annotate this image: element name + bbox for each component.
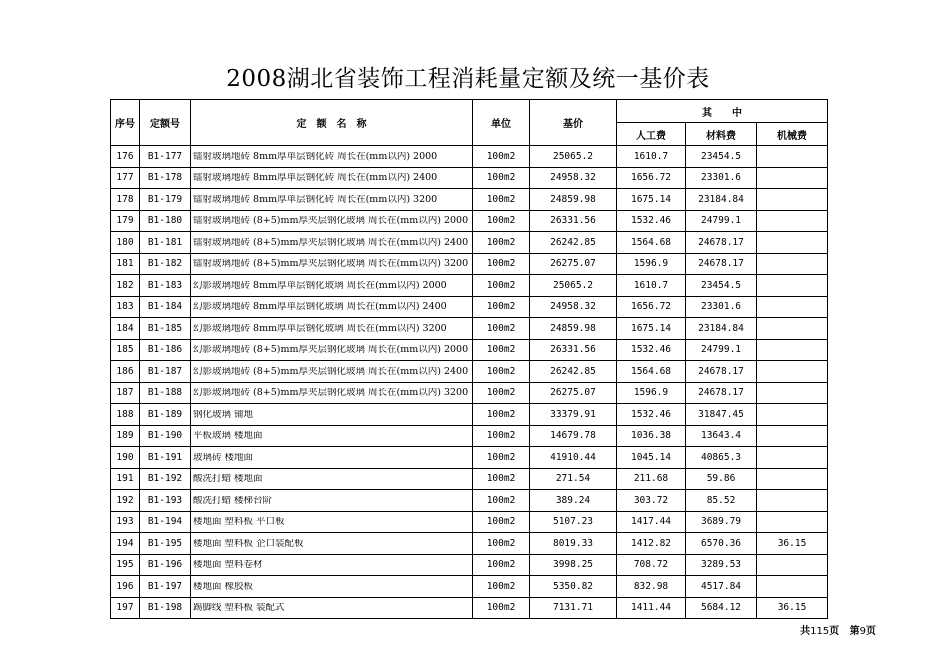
cell-base: 25065.2 — [530, 146, 617, 168]
table-row — [111, 232, 828, 254]
cell-code: B1-195 — [140, 533, 191, 555]
cell-code: B1-177 — [140, 146, 191, 168]
cell-machine — [757, 490, 828, 512]
cell-unit: 100m2 — [473, 296, 530, 318]
cell-unit: 100m2 — [473, 597, 530, 619]
cell-seq: 183 — [111, 296, 140, 318]
cell-material: 31847.45 — [686, 404, 757, 426]
cell-labor: 1596.9 — [617, 253, 686, 275]
cell-machine — [757, 361, 828, 383]
cell-seq: 180 — [111, 232, 140, 254]
cell-name — [191, 576, 473, 598]
cell-name-text: 楼地面 塑料板 平口板 — [193, 517, 285, 527]
cell-name-text: 幻影玻璃地砖 8mm厚单层钢化玻璃 周长在(mm以内) 2400 — [193, 302, 447, 312]
cell-base: 26275.07 — [530, 382, 617, 404]
cell-material: 6570.36 — [686, 533, 757, 555]
cell-unit: 100m2 — [473, 189, 530, 211]
table-row — [111, 361, 828, 383]
cell-seq: 197 — [111, 597, 140, 619]
cell-labor: 1656.72 — [617, 167, 686, 189]
cell-labor: 1564.68 — [617, 232, 686, 254]
table-row — [111, 275, 828, 297]
cell-material: 24678.17 — [686, 361, 757, 383]
table-row — [111, 167, 828, 189]
cell-material: 3689.79 — [686, 511, 757, 533]
cell-name-text: 镭射玻璃地砖 (8+5)mm厚夹层钢化玻璃 周长在(mm以内) 2000 — [193, 216, 469, 226]
cell-machine — [757, 189, 828, 211]
cell-seq: 182 — [111, 275, 140, 297]
cell-name-text: 玻璃砖 楼地面 — [193, 452, 254, 462]
table-row — [111, 210, 828, 232]
cell-name-text: 幻影玻璃地砖 (8+5)mm厚夹层钢化玻璃 周长在(mm以内) 2400 — [193, 366, 469, 376]
cell-seq: 190 — [111, 447, 140, 469]
cell-machine — [757, 447, 828, 469]
cell-material: 59.86 — [686, 468, 757, 490]
cell-base: 24859.98 — [530, 318, 617, 340]
cell-machine — [757, 232, 828, 254]
cell-base: 26242.85 — [530, 361, 617, 383]
cell-name-text: 镭射玻璃地砖 8mm厚单层钢化砖 周长在(mm以内) 2000 — [193, 151, 438, 161]
cell-base: 26242.85 — [530, 232, 617, 254]
cell-name — [191, 210, 473, 232]
cell-seq: 179 — [111, 210, 140, 232]
cell-base: 26331.56 — [530, 339, 617, 361]
cell-seq: 188 — [111, 404, 140, 426]
cell-material: 23184.84 — [686, 318, 757, 340]
cell-material: 40865.3 — [686, 447, 757, 469]
cell-labor: 1412.82 — [617, 533, 686, 555]
cell-machine — [757, 253, 828, 275]
cell-seq: 196 — [111, 576, 140, 598]
cell-material: 23454.5 — [686, 275, 757, 297]
header-seq: 序号 — [111, 100, 140, 146]
cell-seq: 195 — [111, 554, 140, 576]
cell-labor: 303.72 — [617, 490, 686, 512]
cell-base: 271.54 — [530, 468, 617, 490]
cell-material: 5684.12 — [686, 597, 757, 619]
cell-name-text: 幻影玻璃地砖 (8+5)mm厚夹层钢化玻璃 周长在(mm以内) 3200 — [193, 388, 469, 398]
table-row — [111, 533, 828, 555]
cell-unit: 100m2 — [473, 447, 530, 469]
cell-code: B1-182 — [140, 253, 191, 275]
cell-unit: 100m2 — [473, 275, 530, 297]
cell-code: B1-196 — [140, 554, 191, 576]
cell-name-text: 镭射玻璃地砖 (8+5)mm厚夹层钢化玻璃 周长在(mm以内) 3200 — [193, 259, 469, 269]
cell-material: 23454.5 — [686, 146, 757, 168]
cell-machine — [757, 146, 828, 168]
cell-material: 24678.17 — [686, 382, 757, 404]
cell-code: B1-178 — [140, 167, 191, 189]
cell-material: 24799.1 — [686, 210, 757, 232]
cell-seq: 186 — [111, 361, 140, 383]
cell-code: B1-197 — [140, 576, 191, 598]
cell-base: 24859.98 — [530, 189, 617, 211]
cell-material: 23184.84 — [686, 189, 757, 211]
cell-machine — [757, 296, 828, 318]
header-among: 其 中 — [617, 100, 828, 123]
cell-labor: 1675.14 — [617, 318, 686, 340]
header-code: 定额号 — [140, 100, 191, 146]
cell-labor: 1656.72 — [617, 296, 686, 318]
cell-name-text: 平板玻璃 楼地面 — [193, 431, 263, 441]
footer-page-suffix: 页 — [866, 626, 876, 637]
cell-labor: 1411.44 — [617, 597, 686, 619]
cell-base: 41910.44 — [530, 447, 617, 469]
cell-machine — [757, 382, 828, 404]
cell-labor: 1045.14 — [617, 447, 686, 469]
cell-name-text: 镭射玻璃地砖 8mm厚单层钢化砖 周长在(mm以内) 3200 — [193, 194, 438, 204]
cell-name — [191, 490, 473, 512]
cell-machine: 36.15 — [757, 597, 828, 619]
cell-unit: 100m2 — [473, 167, 530, 189]
cell-name — [191, 382, 473, 404]
cell-base: 5350.82 — [530, 576, 617, 598]
cell-name — [191, 296, 473, 318]
cell-name — [191, 232, 473, 254]
table-row — [111, 253, 828, 275]
cell-code: B1-194 — [140, 511, 191, 533]
cell-base: 24958.32 — [530, 296, 617, 318]
cell-name — [191, 511, 473, 533]
cell-unit: 100m2 — [473, 533, 530, 555]
footer-total-prefix: 共 — [800, 626, 811, 637]
cell-labor: 1596.9 — [617, 382, 686, 404]
cell-seq: 194 — [111, 533, 140, 555]
cell-code: B1-179 — [140, 189, 191, 211]
cell-unit: 100m2 — [473, 253, 530, 275]
cell-machine — [757, 210, 828, 232]
cell-name-text: 楼地面 塑料板 企口装配板 — [193, 538, 304, 548]
cell-unit: 100m2 — [473, 382, 530, 404]
table-row — [111, 511, 828, 533]
cell-unit: 100m2 — [473, 361, 530, 383]
cell-machine — [757, 468, 828, 490]
cell-material: 24799.1 — [686, 339, 757, 361]
footer-page-num: 9 — [859, 626, 866, 637]
header-name: 定 额 名 称 — [191, 100, 473, 146]
cell-name — [191, 146, 473, 168]
cell-name-text: 酸洗打蜡 楼地面 — [193, 474, 263, 484]
cell-labor: 1675.14 — [617, 189, 686, 211]
cell-seq: 184 — [111, 318, 140, 340]
cell-labor: 1532.46 — [617, 210, 686, 232]
cell-code: B1-181 — [140, 232, 191, 254]
footer-total-pages: 115 — [810, 626, 830, 637]
cell-unit: 100m2 — [473, 318, 530, 340]
cell-unit: 100m2 — [473, 425, 530, 447]
cell-code: B1-191 — [140, 447, 191, 469]
cell-unit: 100m2 — [473, 339, 530, 361]
table-row — [111, 339, 828, 361]
cell-seq: 192 — [111, 490, 140, 512]
cell-machine — [757, 554, 828, 576]
cell-code: B1-193 — [140, 490, 191, 512]
cell-labor: 832.98 — [617, 576, 686, 598]
cell-code: B1-186 — [140, 339, 191, 361]
table-row — [111, 468, 828, 490]
cell-name — [191, 189, 473, 211]
table-row — [111, 447, 828, 469]
cell-name-text: 幻影玻璃地砖 (8+5)mm厚夹层钢化玻璃 周长在(mm以内) 2000 — [193, 345, 469, 355]
cell-name-text: 钢化玻璃 铺地 — [193, 409, 254, 419]
cell-name — [191, 425, 473, 447]
cell-seq: 181 — [111, 253, 140, 275]
table-row — [111, 576, 828, 598]
cell-seq: 178 — [111, 189, 140, 211]
cell-name — [191, 361, 473, 383]
cell-unit: 100m2 — [473, 576, 530, 598]
cell-labor: 1610.7 — [617, 275, 686, 297]
header-labor: 人工费 — [617, 123, 686, 146]
table-row — [111, 189, 828, 211]
page-footer — [800, 622, 876, 637]
cell-unit: 100m2 — [473, 468, 530, 490]
table-row — [111, 490, 828, 512]
cell-code: B1-198 — [140, 597, 191, 619]
quota-table — [110, 99, 828, 619]
cell-machine — [757, 425, 828, 447]
cell-unit: 100m2 — [473, 554, 530, 576]
cell-seq: 176 — [111, 146, 140, 168]
cell-seq: 185 — [111, 339, 140, 361]
cell-name — [191, 404, 473, 426]
header-base-price: 基价 — [530, 100, 617, 146]
cell-name — [191, 253, 473, 275]
cell-name-text: 幻影玻璃地砖 8mm厚单层钢化玻璃 周长在(mm以内) 2000 — [193, 280, 447, 290]
cell-labor: 211.68 — [617, 468, 686, 490]
cell-base: 389.24 — [530, 490, 617, 512]
cell-name-text: 幻影玻璃地砖 8mm厚单层钢化玻璃 周长在(mm以内) 3200 — [193, 323, 447, 333]
cell-material: 24678.17 — [686, 253, 757, 275]
cell-code: B1-190 — [140, 425, 191, 447]
cell-base: 25065.2 — [530, 275, 617, 297]
cell-code: B1-185 — [140, 318, 191, 340]
cell-base: 3998.25 — [530, 554, 617, 576]
cell-labor: 708.72 — [617, 554, 686, 576]
cell-base: 5107.23 — [530, 511, 617, 533]
cell-seq: 177 — [111, 167, 140, 189]
cell-machine — [757, 576, 828, 598]
cell-name-text: 酸洗打蜡 楼梯台阶 — [193, 495, 273, 505]
cell-name — [191, 318, 473, 340]
cell-material: 3289.53 — [686, 554, 757, 576]
cell-machine — [757, 511, 828, 533]
cell-name-text: 镭射玻璃地砖 8mm厚单层钢化砖 周长在(mm以内) 2400 — [193, 173, 438, 183]
cell-machine — [757, 339, 828, 361]
table-row — [111, 597, 828, 619]
table-row — [111, 404, 828, 426]
cell-code: B1-183 — [140, 275, 191, 297]
cell-labor: 1036.38 — [617, 425, 686, 447]
table-row — [111, 296, 828, 318]
cell-unit: 100m2 — [473, 490, 530, 512]
cell-base: 14679.78 — [530, 425, 617, 447]
cell-unit: 100m2 — [473, 404, 530, 426]
cell-unit: 100m2 — [473, 146, 530, 168]
cell-material: 13643.4 — [686, 425, 757, 447]
cell-name-text: 楼地面 塑料卷材 — [193, 560, 263, 570]
cell-seq: 191 — [111, 468, 140, 490]
cell-code: B1-180 — [140, 210, 191, 232]
cell-seq: 189 — [111, 425, 140, 447]
table-row — [111, 146, 828, 168]
table-body — [111, 146, 828, 619]
cell-base: 26275.07 — [530, 253, 617, 275]
cell-material: 4517.84 — [686, 576, 757, 598]
cell-machine — [757, 404, 828, 426]
cell-name — [191, 275, 473, 297]
table-row — [111, 382, 828, 404]
cell-name — [191, 554, 473, 576]
cell-base: 24958.32 — [530, 167, 617, 189]
cell-base: 26331.56 — [530, 210, 617, 232]
cell-machine — [757, 275, 828, 297]
cell-material: 24678.17 — [686, 232, 757, 254]
cell-name-text: 楼地面 橡胶板 — [193, 581, 254, 591]
cell-unit: 100m2 — [473, 210, 530, 232]
cell-machine — [757, 318, 828, 340]
cell-material: 23301.6 — [686, 167, 757, 189]
cell-name-text: 镭射玻璃地砖 (8+5)mm厚夹层钢化玻璃 周长在(mm以内) 2400 — [193, 237, 469, 247]
cell-seq: 187 — [111, 382, 140, 404]
table-row — [111, 318, 828, 340]
footer-total-suffix: 页 — [829, 626, 840, 637]
table-row — [111, 425, 828, 447]
cell-code: B1-184 — [140, 296, 191, 318]
cell-material: 85.52 — [686, 490, 757, 512]
cell-name — [191, 597, 473, 619]
header-material: 材料费 — [686, 123, 757, 146]
cell-code: B1-188 — [140, 382, 191, 404]
cell-name — [191, 447, 473, 469]
cell-machine: 36.15 — [757, 533, 828, 555]
cell-name — [191, 339, 473, 361]
cell-unit: 100m2 — [473, 232, 530, 254]
page-title: 2008湖北省装饰工程消耗量定额及统一基价表 — [226, 66, 710, 92]
cell-labor: 1532.46 — [617, 404, 686, 426]
cell-material: 23301.6 — [686, 296, 757, 318]
header-machine: 机械费 — [757, 123, 828, 146]
table-row — [111, 554, 828, 576]
cell-labor: 1417.44 — [617, 511, 686, 533]
cell-name — [191, 533, 473, 555]
footer-page-prefix: 第 — [849, 626, 860, 637]
cell-code: B1-189 — [140, 404, 191, 426]
cell-base: 33379.91 — [530, 404, 617, 426]
cell-machine — [757, 167, 828, 189]
cell-labor: 1564.68 — [617, 361, 686, 383]
cell-seq: 193 — [111, 511, 140, 533]
header-unit: 单位 — [473, 100, 530, 146]
cell-base: 8019.33 — [530, 533, 617, 555]
cell-labor: 1532.46 — [617, 339, 686, 361]
cell-base: 7131.71 — [530, 597, 617, 619]
cell-name-text: 踢脚线 塑料板 装配式 — [193, 603, 285, 613]
cell-unit: 100m2 — [473, 511, 530, 533]
cell-code: B1-192 — [140, 468, 191, 490]
cell-name — [191, 167, 473, 189]
cell-name — [191, 468, 473, 490]
cell-code: B1-187 — [140, 361, 191, 383]
cell-labor: 1610.7 — [617, 146, 686, 168]
